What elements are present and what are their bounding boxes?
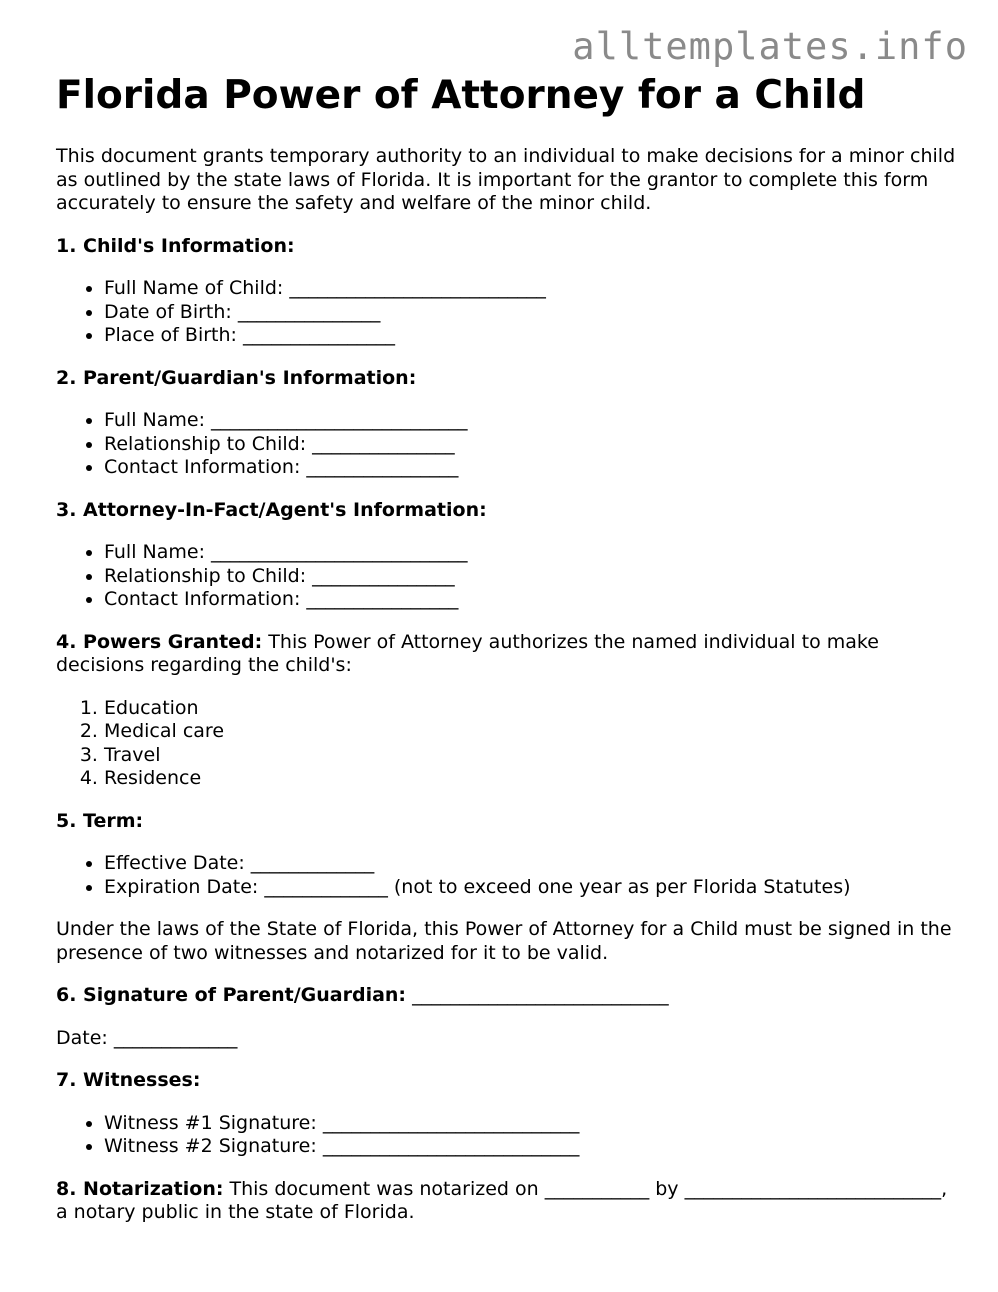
intro-paragraph: This document grants temporary authority to an individual to make decisions for a minor child as outlined by the state laws of Florida. It is important for the grantor to complete this form accurately to ensure the safety and welfare of the minor child.: [56, 145, 956, 214]
witness-1-signature-field: • Witness #1 Signature: ___________________________: [104, 1112, 956, 1136]
witnesses-list: [56, 1112, 956, 1159]
power-item-medical: 2. Medical care: [104, 720, 956, 744]
signature-line: [56, 984, 956, 1008]
effective-date-field: • Effective Date: _____________: [104, 852, 956, 876]
power-item-travel: 3. Travel: [104, 744, 956, 768]
powers-list: [56, 697, 956, 791]
notarization-heading: 8. Notarization:: [56, 1177, 224, 1200]
agent-info-heading: 3. Attorney-In-Fact/Agent's Information:: [56, 498, 487, 521]
signature-date-field: Date: _____________: [56, 1026, 238, 1049]
child-full-name-field: • Full Name of Child: ___________________________: [104, 277, 956, 301]
agent-contact-field: • Contact Information: ________________: [104, 588, 956, 612]
witnesses-heading: 7. Witnesses:: [56, 1069, 201, 1091]
power-item-residence: 4. Residence: [104, 767, 956, 791]
parent-full-name-field: • Full Name: ___________________________: [104, 409, 956, 433]
parent-contact-field: • Contact Information: ________________: [104, 456, 956, 480]
signature-heading: 6. Signature of Parent/Guardian:: [56, 984, 407, 1006]
notarization-paragraph: [56, 1178, 956, 1225]
notarization-text: This document was notarized on ___________ by ___________________________, a notary public in the state of Florida.: [56, 1177, 948, 1223]
child-dob-field: • Date of Birth: _______________: [104, 301, 956, 325]
powers-heading: 4. Powers Granted:: [56, 630, 263, 653]
child-info-list: [56, 277, 956, 348]
parent-relationship-field: • Relationship to Child: _______________: [104, 433, 956, 457]
witness-2-signature-field: • Witness #2 Signature: ___________________________: [104, 1135, 956, 1159]
parent-info-heading: 2. Parent/Guardian's Information:: [56, 366, 417, 389]
law-note-paragraph: Under the laws of the State of Florida, this Power of Attorney for a Child must be signed in the presence of two witnesses and notarized for it to be valid.: [56, 918, 952, 964]
document-title: Florida Power of Attorney for a Child: [56, 73, 866, 118]
watermark-text: alltemplates.info: [572, 25, 968, 68]
power-item-education: 1. Education: [104, 697, 956, 721]
agent-relationship-field: • Relationship to Child: _______________: [104, 565, 956, 589]
agent-full-name-field: • Full Name: ___________________________: [104, 541, 956, 565]
parent-info-list: [56, 409, 956, 480]
term-heading: 5. Term:: [56, 809, 144, 832]
child-info-heading: 1. Child's Information:: [56, 234, 295, 257]
powers-paragraph: [56, 631, 956, 678]
child-pob-field: • Place of Birth: ________________: [104, 324, 956, 348]
signature-blank: ___________________________: [406, 984, 669, 1006]
term-list: [56, 852, 956, 899]
powers-text: This Power of Attorney authorizes the named individual to make decisions regarding the child's:: [56, 630, 879, 676]
document-page: [56, 74, 956, 1225]
expiration-date-field: • Expiration Date: _____________ (not to exceed one year as per Florida Statutes): [104, 876, 956, 900]
agent-info-list: [56, 541, 956, 612]
